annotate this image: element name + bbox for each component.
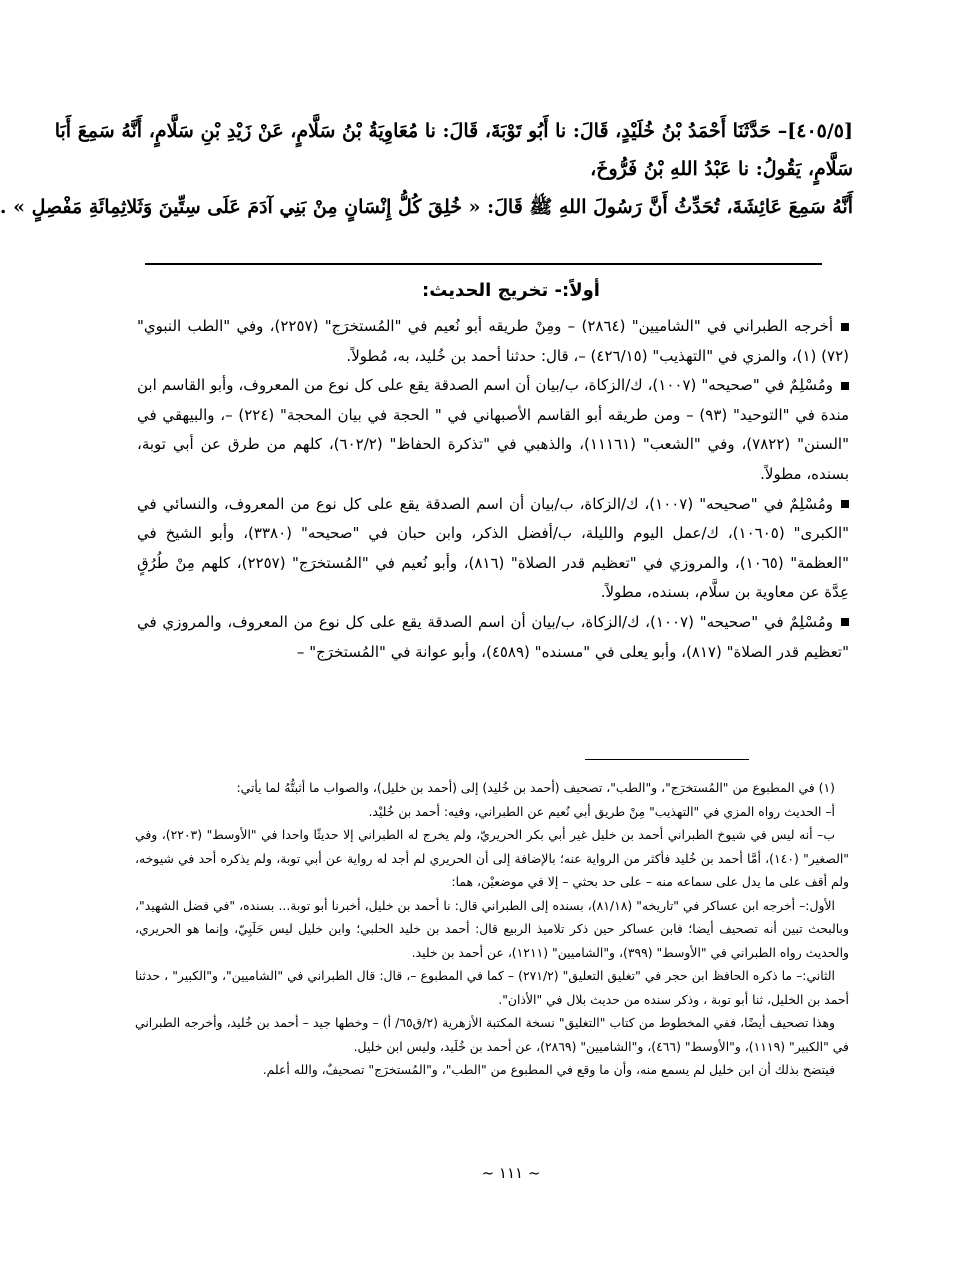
takhrij-paragraph xyxy=(137,608,849,667)
hadith-line-2: سَلَّامٍ، يَقُولُ: نا عَبْدُ اللهِ بْنُ فَرُّوخَ، xyxy=(590,158,853,180)
footnote-paragraph: أ– الحديث رواه المزي في "التهذيب" مِنْ طريق أبي نُعيم عن الطبراني، وفيه: أحمد بن خُليْد. xyxy=(368,803,835,819)
footnotes xyxy=(135,776,849,1082)
footnote-paragraph: ب– أنه ليس في شيوخ الطبراني أحمد بن خليل غير أبي بكر الحريريّ، ولم يخرج له الطبراني إلا حديثًا واحدا في "الأوسط" (٢٢٠٣)، وفي "الصغير" (١٤٠)، أمَّا أحمد بن خُليد فأكثر من الرواية عنه؛ بالإضافة إلى أن الحريري لم أجد له رواية عن أبي توبة، ولم يذكره أحد في شيوخه، ولم أقف على ما يدل على سماعه منه – على حد بحثي – إلا في موضعيْن، هما: xyxy=(135,827,850,889)
hadith-divider xyxy=(145,263,822,265)
paragraph-text: ومُسْلِمٌ في "صحيحه" (١٠٠٧)، ك/الزكاة، ب/بيان أن اسم الصدقة يقع على كل نوع من المعروف، وأبو القاسم ابن مندة في "التوحيد" (٩٣) – ومن طريقه أبو القاسم الأصبهاني في " الحجة في بيان المحجة" (٢٢٤) –، والبيهقي في "السنن" (٧٨٢٢)، وفي "الشعب" (١١١٦١)، والذهبي في "تذكرة الحفاظ" (٦٠٢/٢)، كلهم من طرق عن أبي توبة، بسنده، مطولاً. xyxy=(137,376,850,483)
takhrij-paragraph xyxy=(137,371,849,489)
bullet-square-icon xyxy=(841,500,849,508)
hadith-line-3: أَنَّهُ سَمِعَ عَائِشَةَ، تُحَدِّثُ أَنَّ رَسُولَ اللهِ ﷺ قَالَ: « خُلِقَ كُلُّ إِنْسَانٍ مِنْ بَنِي آدَمَ عَلَى سِتِّينَ وَثَلاثِمِائَةِ مَفْصِلٍ » . xyxy=(0,196,853,218)
hadith-text xyxy=(0,112,853,226)
footnote-paragraph: فيتضح بذلك أن ابن خليل لم يسمع منه، وأن ما وقع في المطبوع من "الطب"، و"المُستخرَج" تصحيفٌ، والله أعلم. xyxy=(262,1062,835,1077)
takhrij-body xyxy=(137,312,849,667)
bullet-square-icon xyxy=(841,382,849,390)
hadith-line-1: [٤٠٥/٥]– حَدَّثَنَا أَحْمَدُ بْنُ خُلَيْدٍ، قَالَ: نا أَبُو تَوْبَةَ، قَالَ: نا مُعَاوِيَةُ بْنُ سَلَّامٍ، عَنْ زَيْدِ بْنِ سَلَّامٍ، أَنَّهُ سَمِعَ أَبَا xyxy=(54,120,853,142)
bullet-square-icon xyxy=(841,323,849,331)
footnote-paragraph: الثاني:– ما ذكره الحافظ ابن حجر في "تغليق التعليق" (٢٧١/٢) – كما في المطبوع –، قال: قال الطبراني في "الشاميين"، و"الكبير" ، حدثنا أحمد بن الخليل، ثنا أبو توبة ، وذكر سنده من حديث بلال في "الأذان". xyxy=(135,968,849,1007)
bullet-square-icon xyxy=(841,618,849,626)
takhrij-paragraph xyxy=(137,312,849,371)
paragraph-text: ومُسْلِمٌ في "صحيحه" (١٠٠٧)، ك/الزكاة، ب/بيان أن اسم الصدقة يقع على كل نوع من المعروف، والمروزي في "تعظيم قدر الصلاة" (٨١٧)، وأبو يعلى في "مسنده" (٤٥٨٩)، وأبو عوانة في "المُستخرَج" – xyxy=(137,612,849,661)
section-heading: أولاً:- تخريج الحديث: xyxy=(422,280,600,301)
paragraph-text: أخرجه الطبراني في "الشاميين" (٢٨٦٤) – ومِنْ طريقه أبو نُعيم في "المُستخرَج" (٢٢٥٧)، وفي "الطب النبوي" (٧٢) (١)، والمزي في "التهذيب" (٤٢٦/١٥) –، قال: حدثنا أحمد بن خُليد، به، مُطولاً. xyxy=(137,317,849,365)
takhrij-paragraph xyxy=(137,490,849,608)
footnote-paragraph: الأول:– أخرجه ابن عساكر في "تاريخه" (٨١/١٨)، بسنده إلى الطبراني قال: نا أحمد بن خليل، أخبرنا أبو توبة... بسنده، "في فضل الشهيد"، وبالبحث تبين أنه تصحيف أيضا؛ فابن عساكر حين ذكر تلاميذ الربيع قال: أحمد بن خليد الحلبي؛ وابن خليل ليس حَلَبِيّ، وإنما هو الحريري، والحديث رواه الطبراني في "الأوسط" (٣٩٩)، و"الشاميين" (١٢١١)، عن أحمد بن خليد. xyxy=(135,897,849,960)
page-number: ~ ١١١ ~ xyxy=(481,1164,541,1182)
footnote-divider xyxy=(585,759,749,760)
paragraph-text: ومُسْلِمٌ في "صحيحه" (١٠٠٧)، ك/الزكاة، ب/بيان أن اسم الصدقة يقع على كل نوع من المعروف، والنسائي في "الكبرى" (١٠٦٠٥)، ك/عمل اليوم والليلة، ب/أفضل الذكر، وابن حبان في "صحيحه" (٣٣٨٠)، وأبو الشيخ في "العظمة" (١٠٦٥)، والمروزي في "تعظيم قدر الصلاة" (٨١٦)، وأبو نُعيم في "المُستخرَج" (٢٢٥٧)، كلهم مِنْ طُرُقٍ عِدَّة عن معاوية بن سلَّام، بسنده، مطولاً. xyxy=(137,494,850,602)
footnote-paragraph: (١) في المطبوع من "المُستخرَج"، و"الطب"، تصحيف (أحمد بن خُليد) إلى (أحمد بن خليل)، والصواب ما أثبتُّهُ لما يأتي: xyxy=(236,780,835,795)
footnote-paragraph: وهذا تصحيف أيضًا، ففي المخطوط من كتاب "التغليق" نسخة المكتبة الأزهرية (٢/ق٦٥/ أ) – وخطها جيد – أحمد بن خُليد، وأخرجه الطبراني في "الكبير" (١١١٩)، و"الأوسط" (٤٦٦)، و"الشاميين" (٢٨٦٩)، عن أحمد بن خُلَيد، وليس ابن خليل. xyxy=(135,1015,849,1054)
